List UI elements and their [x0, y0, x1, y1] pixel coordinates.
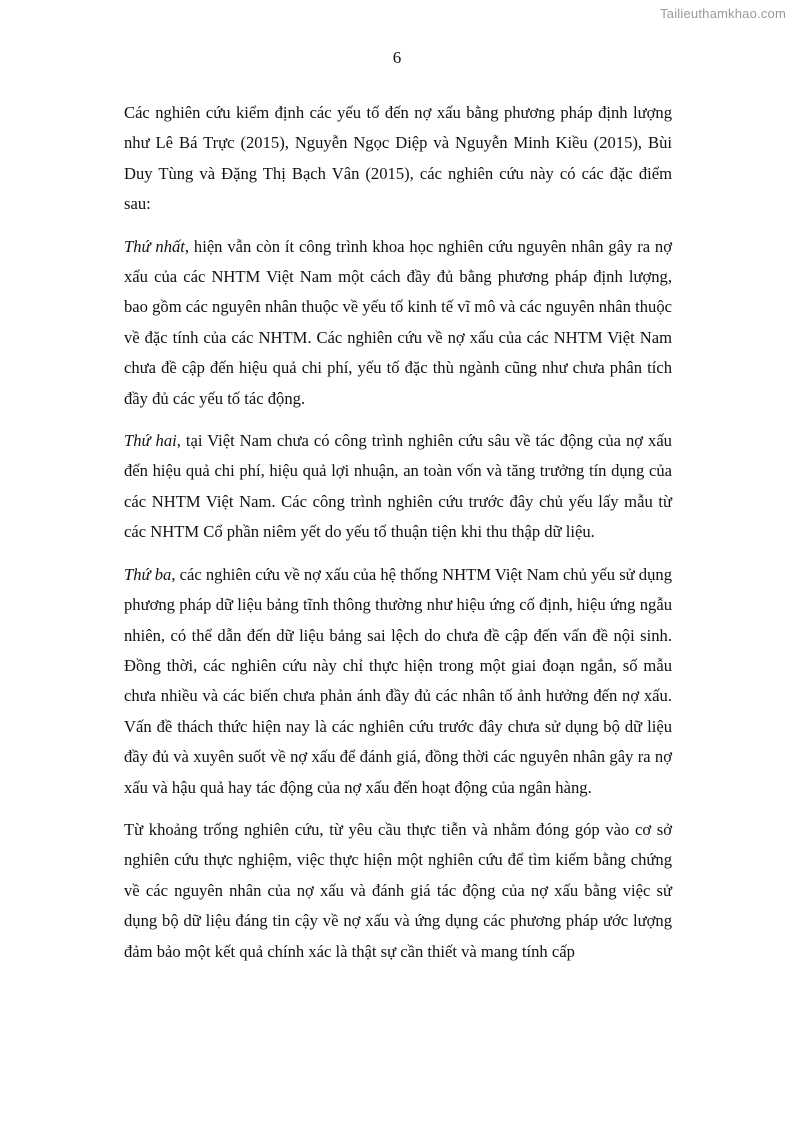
paragraph-lead: Thứ hai	[124, 431, 177, 451]
paragraph-first	[124, 232, 672, 414]
paragraph-text: Các nghiên cứu kiểm định các yếu tố đến nợ xấu bằng phương pháp định lượng như Lê Bá Trực (2015), Nguyễn Ngọc Diệp và Nguyễn Minh Kiều (2015), Bùi Duy Tùng và Đặng Thị Bạch Vân (2015), các nghiên cứu này có các đặc điểm sau:	[124, 103, 672, 214]
paragraph-second	[124, 426, 672, 548]
paragraph-text: Từ khoảng trống nghiên cứu, từ yêu cầu thực tiễn và nhằm đóng góp vào cơ sở nghiên cứu thực nghiệm, việc thực hiện một nghiên cứu để tìm kiếm bằng chứng về các nguyên nhân của nợ xấu và đánh giá tác động của nợ xấu bằng việc sử dụng bộ dữ liệu đáng tin cậy về nợ xấu và ứng dụng các phương pháp ước lượng đảm bảo một kết quả chính xác là thật sự cần thiết và mang tính cấp	[124, 819, 672, 961]
paragraph-text: , tại Việt Nam chưa có công trình nghiên cứu sâu về tác động của nợ xấu đến hiệu quả chi phí, hiệu quả lợi nhuận, an toàn vốn và tăng trưởng tín dụng của các NHTM Việt Nam. Các công trình nghiên cứu trước đây chủ yếu lấy mẫu từ các NHTM Cổ phần niêm yết do yếu tố thuận tiện khi thu thập dữ liệu.	[124, 431, 672, 542]
page-number: 6	[392, 48, 402, 67]
paragraph-text: các nghiên cứu về nợ xấu của hệ thống NHTM Việt Nam chủ yếu sử dụng phương pháp dữ liệu bảng tĩnh thông thường như hiệu ứng cố định, hiệu ứng ngẫu nhiên, có thể dẫn đến dữ liệu bảng sai lệch do chưa đề cập đến vấn đề nội sinh. Đồng thời, các nghiên cứu này chỉ thực hiện trong một giai đoạn ngắn, số mẫu chưa nhiều và các biến chưa phản ánh đầy đủ các nhân tố ảnh hưởng đến nợ xấu. Vấn đề thách thức hiện nay là các nghiên cứu trước đây chưa sử dụng bộ dữ liệu đầy đủ và xuyên suốt về nợ xấu để đánh giá, đồng thời các nguyên nhân gây ra nợ xấu và hậu quả hay tác động của nợ xấu đến hoạt động của ngân hàng.	[124, 564, 672, 797]
paragraph-third	[124, 560, 672, 803]
paragraph-lead: Thứ ba,	[124, 564, 176, 584]
paragraph-intro	[124, 98, 672, 220]
paragraph-conclusion	[124, 815, 672, 967]
document-body	[124, 98, 672, 979]
watermark-text: Tailieuthamkhao.com	[660, 6, 786, 21]
paragraph-lead: Thứ nhất	[124, 236, 185, 256]
paragraph-text: , hiện vẫn còn ít công trình khoa học nghiên cứu nguyên nhân gây ra nợ xấu của các NHTM Việt Nam một cách đầy đủ bằng phương pháp định lượng, bao gồm các nguyên nhân thuộc về yếu tố kinh tế vĩ mô và các nguyên nhân thuộc về đặc tính của các NHTM. Các nghiên cứu về nợ xấu của các NHTM Việt Nam chưa đề cập đến hiệu quả chi phí, yếu tố đặc thù ngành cũng như chưa phân tích đầy đủ các yếu tố tác động.	[124, 236, 672, 408]
